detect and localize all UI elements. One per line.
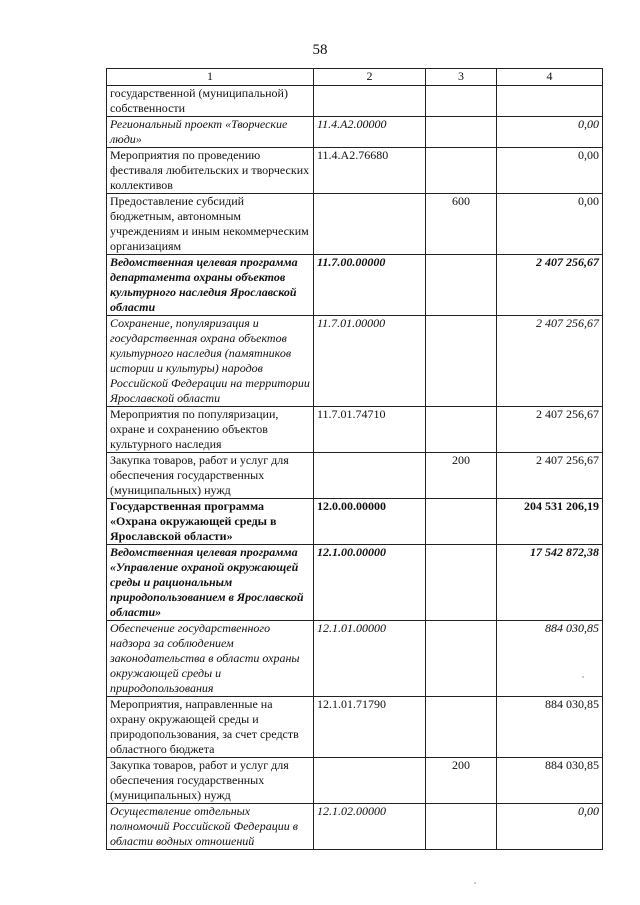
- row-amount-cell: 0,00: [497, 148, 603, 194]
- row-amount-cell: 884 030,85: [497, 758, 603, 804]
- row-expense-type-cell: [426, 545, 497, 621]
- column-header-1: 1: [107, 69, 314, 86]
- header-row: [107, 69, 603, 86]
- row-name-cell: Мероприятия по популяризации, охране и сохранению объектов культурного наследия: [107, 407, 314, 453]
- row-code-cell: [314, 86, 426, 117]
- row-expense-type-cell: [426, 499, 497, 545]
- table-row: [107, 148, 603, 194]
- table-row: [107, 804, 603, 850]
- table-row: [107, 117, 603, 148]
- row-code-cell: [314, 194, 426, 255]
- row-name-cell: Предоставление субсидий бюджетным, автономным учреждениям и иным некоммерческим организациям: [107, 194, 314, 255]
- row-name-cell: Мероприятия, направленные на охрану окружающей среды и природопользования, за счет средств областного бюджета: [107, 697, 314, 758]
- row-expense-type-cell: [426, 697, 497, 758]
- row-amount-cell: 2 407 256,67: [497, 316, 603, 407]
- table-row: [107, 758, 603, 804]
- row-amount-cell: 204 531 206,19: [497, 499, 603, 545]
- row-expense-type-cell: 200: [426, 453, 497, 499]
- row-name-cell: Закупка товаров, работ и услуг для обеспечения государственных (муниципальных) нужд: [107, 758, 314, 804]
- row-name-cell: государственной (муниципальной) собственности: [107, 86, 314, 117]
- row-amount-cell: 884 030,85: [497, 621, 603, 697]
- row-expense-type-cell: [426, 117, 497, 148]
- budget-table: [106, 68, 603, 850]
- row-expense-type-cell: 200: [426, 758, 497, 804]
- column-header-2: 2: [314, 69, 426, 86]
- row-expense-type-cell: [426, 407, 497, 453]
- row-name-cell: Ведомственная целевая программа «Управление охраной окружающей среды и рациональным природопользованием в Ярославской области»: [107, 545, 314, 621]
- page-number: 58: [312, 42, 328, 58]
- row-expense-type-cell: [426, 804, 497, 850]
- row-name-cell: Региональный проект «Творческие люди»: [107, 117, 314, 148]
- column-header-4: 4: [497, 69, 603, 86]
- row-code-cell: 11.4.А2.00000: [314, 117, 426, 148]
- row-amount-cell: 0,00: [497, 194, 603, 255]
- row-amount-cell: 2 407 256,67: [497, 255, 603, 316]
- row-code-cell: 11.4.А2.76680: [314, 148, 426, 194]
- scan-speck: [474, 882, 476, 884]
- table-row: [107, 255, 603, 316]
- row-expense-type-cell: [426, 255, 497, 316]
- row-expense-type-cell: [426, 148, 497, 194]
- table-row: [107, 86, 603, 117]
- column-header-3: 3: [426, 69, 497, 86]
- row-expense-type-cell: [426, 621, 497, 697]
- row-expense-type-cell: 600: [426, 194, 497, 255]
- row-amount-cell: 0,00: [497, 117, 603, 148]
- row-amount-cell: 2 407 256,67: [497, 407, 603, 453]
- row-amount-cell: 884 030,85: [497, 697, 603, 758]
- table-row: [107, 194, 603, 255]
- table-row: [107, 545, 603, 621]
- row-code-cell: [314, 453, 426, 499]
- scan-speck: [582, 676, 584, 678]
- row-code-cell: 11.7.01.00000: [314, 316, 426, 407]
- row-expense-type-cell: [426, 86, 497, 117]
- row-code-cell: 12.1.01.71790: [314, 697, 426, 758]
- row-name-cell: Обеспечение государственного надзора за соблюдением законодательства в области охраны окружающей среды и природопользования: [107, 621, 314, 697]
- row-name-cell: Мероприятия по проведению фестиваля любительских и творческих коллективов: [107, 148, 314, 194]
- row-code-cell: 12.1.00.00000: [314, 545, 426, 621]
- row-code-cell: 12.1.02.00000: [314, 804, 426, 850]
- table-body: [107, 86, 603, 850]
- row-name-cell: Сохранение, популяризация и государственная охрана объектов культурного наследия (памятников истории и культуры) народов Российской Федерации на территории Ярославской области: [107, 316, 314, 407]
- row-name-cell: Государственная программа «Охрана окружающей среды в Ярославской области»: [107, 499, 314, 545]
- row-amount-cell: 2 407 256,67: [497, 453, 603, 499]
- row-code-cell: 11.7.00.00000: [314, 255, 426, 316]
- table-row: [107, 316, 603, 407]
- row-code-cell: 11.7.01.74710: [314, 407, 426, 453]
- table-row: [107, 621, 603, 697]
- table-row: [107, 453, 603, 499]
- row-expense-type-cell: [426, 316, 497, 407]
- table-row: [107, 499, 603, 545]
- row-name-cell: Осуществление отдельных полномочий Российской Федерации в области водных отношений: [107, 804, 314, 850]
- row-amount-cell: [497, 86, 603, 117]
- row-amount-cell: 17 542 872,38: [497, 545, 603, 621]
- row-name-cell: Закупка товаров, работ и услуг для обеспечения государственных (муниципальных) нужд: [107, 453, 314, 499]
- table-row: [107, 407, 603, 453]
- row-code-cell: [314, 758, 426, 804]
- table-row: [107, 697, 603, 758]
- row-amount-cell: 0,00: [497, 804, 603, 850]
- row-code-cell: 12.1.01.00000: [314, 621, 426, 697]
- row-name-cell: Ведомственная целевая программа департамента охраны объектов культурного наследия Ярославской области: [107, 255, 314, 316]
- row-code-cell: 12.0.00.00000: [314, 499, 426, 545]
